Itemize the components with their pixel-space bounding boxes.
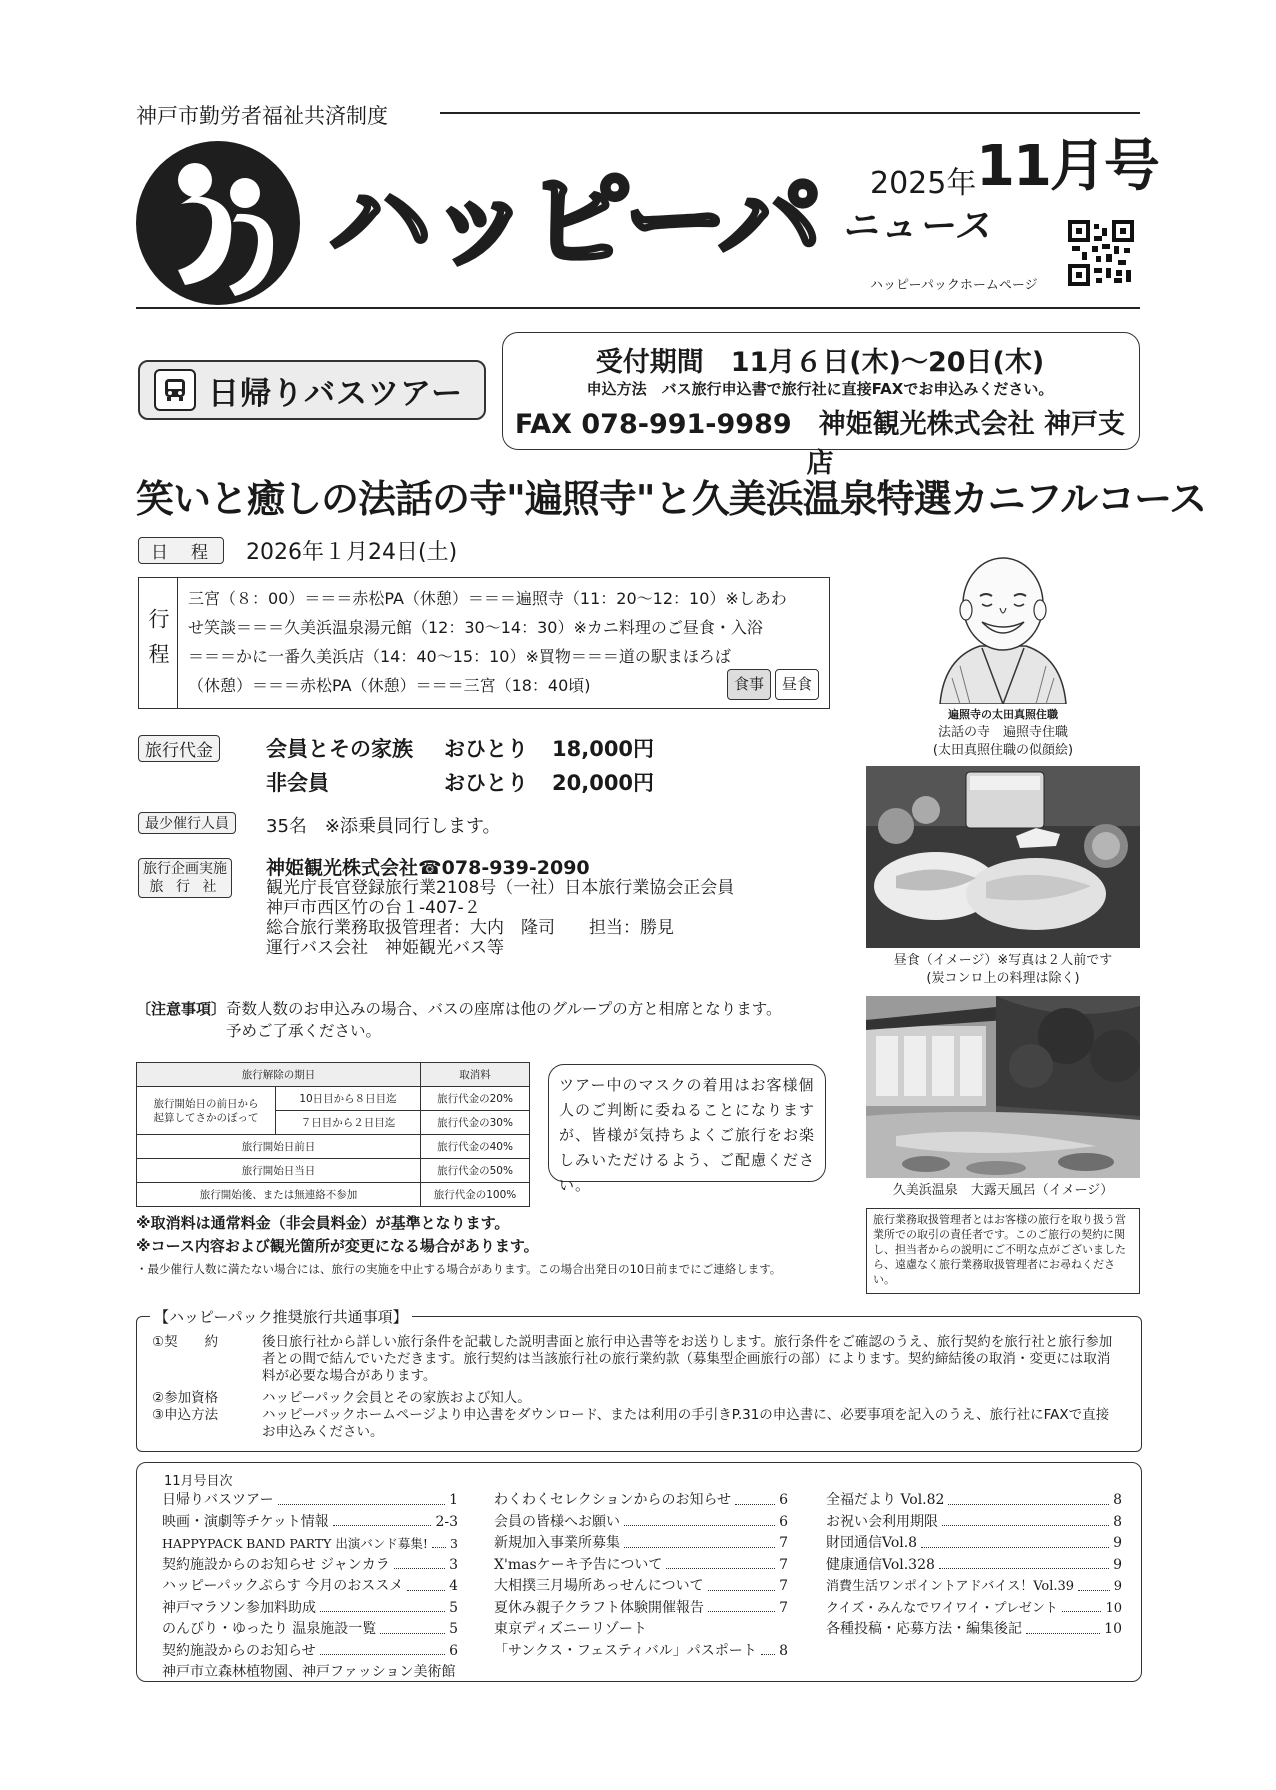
- meal-value: 昼食: [775, 669, 819, 700]
- cancel-period: 10日目から８日目迄: [276, 1087, 421, 1111]
- cancel-head-fee: 取消料: [421, 1063, 530, 1087]
- toc-item[interactable]: 映画・演劇等チケット情報 2-3: [162, 1513, 458, 1530]
- notes-label: 〔注意事項〕: [136, 1000, 227, 1018]
- issue-month: 11月号: [976, 134, 1158, 199]
- price-who: 会員とその家族: [266, 737, 413, 761]
- fine-print-line: ・最少催行人数に満たない場合には、旅行の実施を中止する場合があります。この場合出発日の10日前までにご連絡します。: [136, 1262, 782, 1276]
- toc-title: 11月号目次: [164, 1474, 233, 1489]
- minimum-tag-wrap: [138, 812, 236, 834]
- lunch-photo: [866, 766, 1140, 948]
- reception-fax: FAX 078-991-9989 神姫観光株式会社 神戸支店: [514, 409, 1126, 479]
- company-reg: 観光庁長官登録旅行業2108号（一社）日本旅行業協会正会員: [266, 878, 735, 898]
- bus-tour-badge: [138, 360, 486, 420]
- toc-item[interactable]: 夏休み親子クラフト体験開催報告 7: [494, 1599, 788, 1616]
- cancel-period: ７日目から２日目迄: [276, 1111, 421, 1135]
- common-terms-item: ③申込方法 ハッピーパックホームページより申込書をダウンロード、または利用の手引きP.31の申込書に、必要事項を記入のうえ、旅行社にFAXで直接お申込みください。: [152, 1407, 1110, 1440]
- fine-print: [136, 1212, 781, 1281]
- toc-item[interactable]: 東京ディズニーリゾート: [494, 1621, 647, 1637]
- price-row: [266, 733, 654, 763]
- itinerary-line: せ笑談＝＝＝久美浜温泉湯元館（12：30～14：30）※カニ料理のご昼食・入浴: [188, 618, 763, 637]
- cancel-fee: 旅行代金の20%: [421, 1087, 530, 1111]
- manager-note: 旅行業務取扱管理者とはお客様の旅行を取り扱う営業所での取引の責任者です。このご旅行の契約に関し、担当者からの説明にご不明な点がございましたら、遠慮なく旅行業務取扱管理者にお尋ねください。: [866, 1208, 1140, 1294]
- homepage-label: ハッピーパックホームページ: [870, 278, 1038, 293]
- cancel-period: 旅行開始日前日: [137, 1135, 421, 1159]
- brand-title: [320, 152, 830, 286]
- toc-item[interactable]: わくわくセレクションからのお知らせ 6: [494, 1492, 788, 1508]
- header-top-rule: [440, 112, 1140, 114]
- company-tag: 旅行企画実施 旅 行 社: [138, 858, 232, 898]
- minimum-tag: 最少催行人員: [138, 812, 236, 834]
- notes-text: 奇数人数のお申込みの場合、バスの座席は他のグループの方と相席となります。 予めご了承ください。: [226, 1000, 782, 1040]
- brand-title-text: ハッピーパ: [328, 160, 819, 282]
- schedule-tag: 日 程: [138, 537, 224, 564]
- itinerary-text: [178, 578, 829, 708]
- toc-item[interactable]: 全福だより Vol.82 8: [826, 1492, 1122, 1508]
- common-terms-item: ①契 約 後日旅行社から詳しい旅行条件を記載した説明書面と旅行申込書等をお送りします。旅行条件をご確認のうえ、旅行契約を旅行社と旅行参加者との間で結んでいただきます。旅行契約は当該旅行社の旅行業約款（募集型企画旅行の部）によります。契約締結後の取消・変更には取消料が必要な場合があります。: [152, 1334, 1113, 1384]
- price-row: [266, 767, 654, 797]
- priest-label: 遍照寺の太田真照住職: [948, 708, 1058, 721]
- onsen-photo: [866, 996, 1140, 1178]
- toc-item[interactable]: HAPPYPACK BAND PARTY 出演バンド募集! 3: [162, 1533, 458, 1555]
- toc-item[interactable]: クイズ・みんなでワイワイ・プレゼント 10: [826, 1598, 1122, 1620]
- company-manager: 総合旅行業務取扱管理者：大内 隆司 担当：勝見: [266, 918, 674, 938]
- toc-item[interactable]: 大相撲三月場所あっせんについて 7: [494, 1578, 788, 1594]
- toc-item[interactable]: 会員の皆様へお願い 6: [494, 1513, 788, 1530]
- cancel-period: 旅行開始後、または無連絡不参加: [137, 1183, 421, 1207]
- toc-item[interactable]: 契約施設からのお知らせ ジャンカラ 3: [162, 1556, 458, 1573]
- cancel-fee: 旅行代金の30%: [421, 1111, 530, 1135]
- company-address: 神戸市西区竹の台１-407-２: [266, 898, 481, 918]
- price-per: おひとり: [444, 737, 528, 761]
- toc-item[interactable]: 消費生活ワンポイントアドバイス！Vol.39 9: [826, 1576, 1122, 1598]
- itinerary-line: 三宮（８：00）＝＝＝赤松PA（休憩）＝＝＝遍照寺（11：20～12：10）※しあわ: [188, 589, 787, 608]
- company-name-tel: 神姫観光株式会社☎078-939-2090: [266, 857, 590, 879]
- mask-note: ツアー中のマスクの着用はお客様個人のご判断に委ねることになりますが、皆様が気持ちよくご旅行をお楽しみいただけるよう、ご配慮ください。: [548, 1064, 826, 1182]
- schedule-row: [138, 535, 457, 566]
- bus-tour-label: 日帰りバスツアー: [208, 375, 464, 412]
- bus-icon: [154, 369, 196, 411]
- issue-year: 2025年: [870, 166, 977, 201]
- itinerary-line: （休憩）＝＝＝赤松PA（休憩）＝＝＝三宮（18：40頃): [188, 676, 591, 695]
- lunch-caption: 昼食（イメージ）※写真は２人前です (炭コンロ上の料理は除く): [893, 953, 1113, 986]
- fine-print-line: ※取消料は通常料金（非会員料金）が基準となります。: [136, 1214, 510, 1232]
- common-terms-item: ②参加資格 ハッピーパック会員とその家族および知人。: [152, 1390, 531, 1406]
- toc-item[interactable]: 日帰りバスツアー 1: [162, 1492, 458, 1508]
- priest-portrait-image: [930, 548, 1076, 704]
- price-who: 非会員: [266, 771, 329, 795]
- price-per: おひとり: [444, 771, 528, 795]
- price-tag: 旅行代金: [138, 735, 220, 762]
- org-name: 神戸市勤労者福祉共済制度: [136, 104, 388, 128]
- schedule-date: 2026年１月24日(土): [246, 540, 458, 565]
- common-terms-title: 【ハッピーパック推奨旅行共通事項】: [150, 1306, 412, 1327]
- cancel-fee: 旅行代金の100%: [421, 1183, 530, 1207]
- reception-method: 申込方法 バス旅行申込書で旅行社に直接FAXでお申込みください。: [586, 380, 1054, 398]
- price-amount: 18,000円: [552, 737, 655, 761]
- cancel-fee: 旅行代金の40%: [421, 1135, 530, 1159]
- toc-column-3: [826, 1490, 1122, 1641]
- company-bus: 運行バス会社 神姫観光バス等: [266, 938, 504, 958]
- toc-item[interactable]: 契約施設からのお知らせ 6: [162, 1642, 458, 1659]
- cancel-fee: 旅行代金の50%: [421, 1159, 530, 1183]
- cancellation-table: [136, 1062, 530, 1207]
- cancel-head-period: 旅行解除の期日: [137, 1063, 421, 1087]
- qr-code-icon[interactable]: [1068, 220, 1134, 286]
- toc-item[interactable]: のんびり・ゆったり 温泉施設一覧 5: [162, 1621, 458, 1637]
- onsen-caption: 久美浜温泉 大露天風呂（イメージ）: [892, 1183, 1114, 1198]
- toc-column-1: [162, 1490, 458, 1684]
- toc-column-2: [494, 1490, 788, 1662]
- itinerary-label: 行程: [139, 578, 178, 708]
- toc-item[interactable]: 「サンクス・フェスティバル」パスポート 8: [494, 1642, 788, 1659]
- priest-caption: 法話の寺 遍照寺住職 (太田真照住職の似顔絵): [932, 725, 1074, 758]
- cancel-group-label: 旅行開始日の前日から 起算してさかのぼって: [137, 1087, 276, 1135]
- itinerary-box: [138, 577, 830, 709]
- cancel-period: 旅行開始日当日: [137, 1159, 421, 1183]
- itinerary-line: ＝＝＝かに一番久美浜店（14：40～15：10）※買物＝＝＝道の駅まほろば: [188, 647, 731, 666]
- reception-period: 受付期間 11月６日(木)～20日(木): [595, 347, 1045, 378]
- toc-item[interactable]: 新規加入事業所募集 7: [494, 1535, 788, 1551]
- toc-item[interactable]: 神戸市立森林植物園、神戸ファッション美術館: [162, 1664, 456, 1680]
- toc-item[interactable]: 健康通信Vol.328 9: [826, 1556, 1122, 1573]
- toc-item[interactable]: お祝い会利用期限 8: [826, 1513, 1122, 1530]
- price-amount: 20,000円: [552, 771, 655, 795]
- brand-logo-icon: [133, 138, 303, 308]
- toc-item[interactable]: 各種投稿・応募方法・編集後記 10: [826, 1621, 1122, 1637]
- fine-print-line: ※コース内容および観光箇所が変更になる場合があります。: [136, 1237, 539, 1255]
- toc-item[interactable]: 神戸マラソン参加料助成 5: [162, 1599, 458, 1616]
- toc-item[interactable]: ハッピーパックぷらす 今月のおススメ 4: [162, 1578, 458, 1594]
- header-bottom-rule: [136, 307, 1140, 309]
- toc-item[interactable]: 財団通信Vol.8 9: [826, 1535, 1122, 1551]
- meal-tag: 食事: [727, 669, 771, 700]
- toc-item[interactable]: X'masケーキ予告について 7: [494, 1556, 788, 1573]
- price-section: [138, 735, 220, 762]
- minimum-text: 35名 ※添乗員同行します。: [266, 816, 501, 837]
- tour-headline: 笑いと癒しの法話の寺"遍照寺"と久美浜温泉特選カニフルコース: [136, 477, 1207, 521]
- company-details: [266, 858, 734, 958]
- news-label: ニュース: [842, 206, 993, 247]
